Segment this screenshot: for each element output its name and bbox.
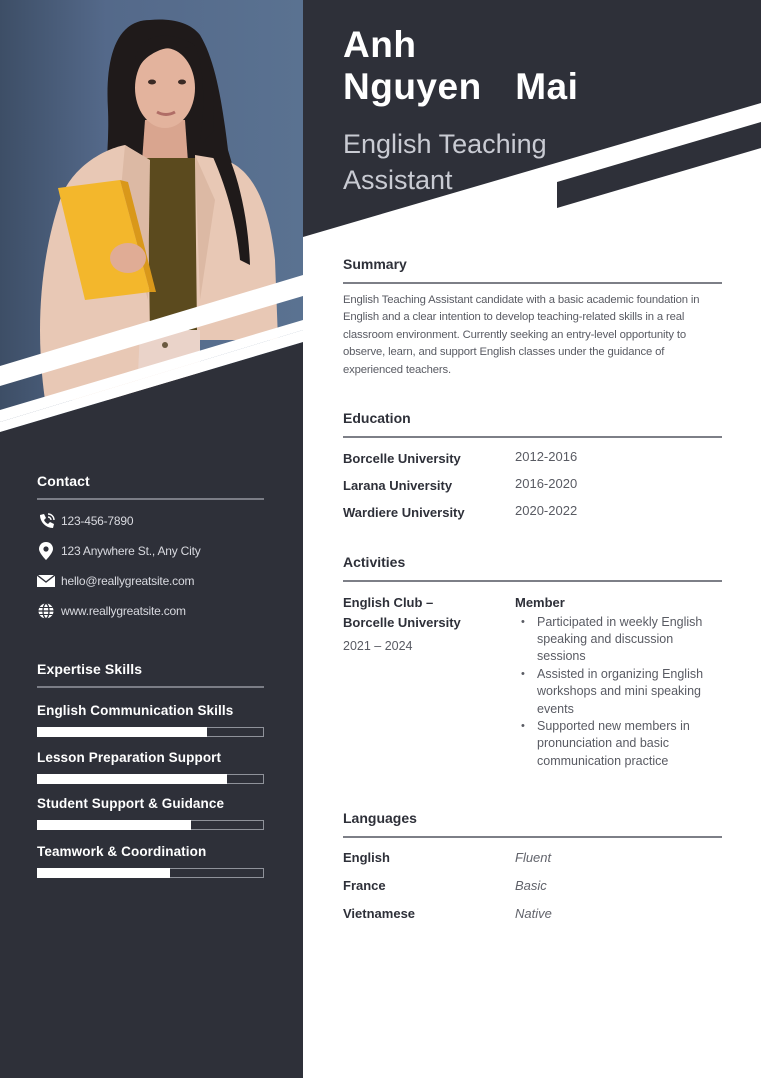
skill-item [37,844,264,878]
skills-divider [37,686,264,688]
activities-title: Activities [343,554,406,570]
skill-item [37,703,264,737]
school-name: Wardiere University [343,504,465,520]
activities-section [343,554,722,770]
activity-org-line2: Borcelle University [343,614,461,630]
skill-item [37,750,264,784]
education-row [343,499,722,526]
language-name: Vietnamese [343,906,416,921]
activity-organization [343,593,515,633]
last-name: Nguyen Mai [343,66,579,107]
education-title: Education [343,410,411,426]
language-name: France [343,878,386,893]
summary-section [343,256,722,379]
language-row [343,900,722,928]
contact-section [37,473,264,626]
school-years: 2012-2016 [515,448,578,464]
skill-label: Teamwork & Coordination [37,844,207,859]
activities-divider [343,580,722,582]
skill-progress-bar [37,727,264,737]
skills-title: Expertise Skills [37,661,143,677]
contact-title: Contact [37,473,90,489]
language-level: Basic [515,878,547,893]
mail-icon [37,572,55,590]
languages-section [343,810,722,928]
summary-divider [343,282,722,284]
contact-email-text: hello@reallygreatsite.com [61,574,195,588]
first-name: Anh [343,24,417,65]
skill-item [37,796,264,830]
languages-title: Languages [343,810,417,826]
contact-website-text: www.reallygreatsite.com [61,604,186,618]
contact-address[interactable] [37,536,264,566]
activity-bullet: • Supported new members in pronunciation and basic communication practice [515,718,722,770]
language-row [343,844,722,872]
skill-progress-fill [37,868,171,878]
skill-label: Lesson Preparation Support [37,750,222,765]
diagonal-stripes-decoration [0,0,303,460]
contact-phone[interactable] [37,506,264,536]
skill-progress-fill [37,820,191,830]
activity-years: 2021 – 2024 [343,638,413,653]
summary-title: Summary [343,256,407,272]
activity-bullet: • Participated in weekly English speaking and discussion sessions [515,614,722,666]
job-title-line2: Assistant [343,165,453,195]
phone-icon [37,512,55,530]
languages-divider [343,836,722,838]
language-level: Native [515,906,552,921]
language-row [343,872,722,900]
skill-progress-bar [37,868,264,878]
language-name: English [343,850,390,865]
location-pin-icon [37,542,55,560]
summary-text: English Teaching Assistant candidate with a basic academic foundation in English and a clear intention to develop teaching-related skills in a real classroom environment. Currently seeking an entry-level opportunity to observe, learn, and support English classes under the guidance of experienced teachers. [343,293,700,376]
activity-bullets [515,614,722,771]
skill-label: Student Support & Guidance [37,796,225,811]
contact-email[interactable] [37,566,264,596]
globe-icon [37,602,55,620]
skill-progress-bar [37,820,264,830]
skill-progress-fill [37,774,228,784]
activity-role: Member [515,594,565,610]
skill-progress-bar [37,774,264,784]
contact-address-text: 123 Anywhere St., Any City [61,544,201,558]
school-years: 2016-2020 [515,475,578,491]
candidate-name [343,24,578,108]
contact-website[interactable] [37,596,264,626]
education-section [343,410,722,526]
school-years: 2020-2022 [515,502,578,518]
contact-phone-text: 123-456-7890 [61,514,134,528]
activity-bullet: • Assisted in organizing English workshops and mini speaking events [515,666,722,718]
skill-label: English Communication Skills [37,703,234,718]
education-row [343,445,722,472]
school-name: Borcelle University [343,450,461,466]
sidebar [0,0,303,1078]
skill-progress-fill [37,727,207,737]
language-level: Fluent [515,850,552,865]
school-name: Larana University [343,477,453,493]
education-row [343,472,722,499]
education-divider [343,436,722,438]
contact-divider [37,498,264,500]
activity-org-line1: English Club – [343,594,434,610]
skills-section [37,661,264,878]
job-title [343,126,603,198]
job-title-line1: English Teaching [343,129,547,159]
